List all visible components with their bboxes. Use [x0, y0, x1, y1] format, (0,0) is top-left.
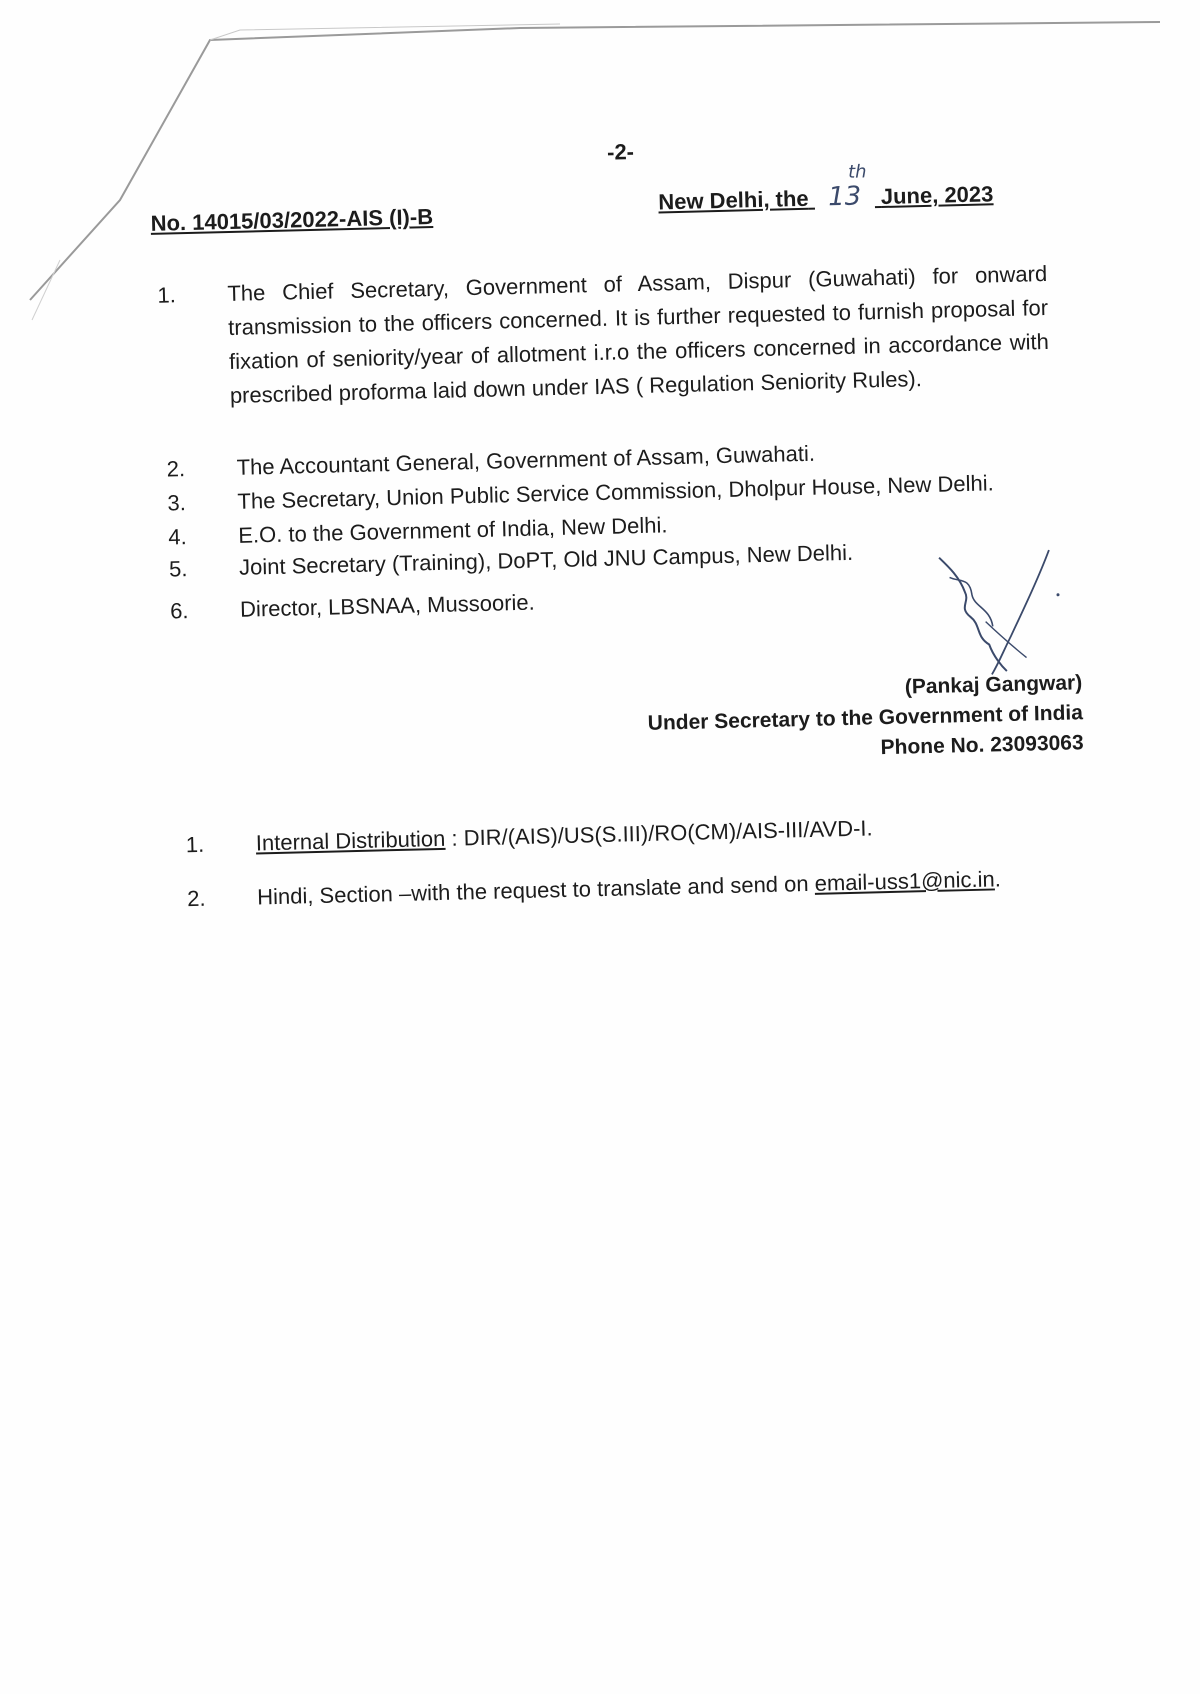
list-item-number: 6.: [169, 598, 189, 624]
signatory-phone: Phone No. 23093063: [880, 731, 1084, 760]
hindi-section-suffix: .: [994, 866, 1002, 892]
signatory-designation: Under Secretary to the Government of India: [647, 701, 1084, 735]
separator: :: [445, 825, 464, 851]
list-item-text: Joint Secretary (Training), DoPT, Old JNU Campus, New Delhi.: [238, 539, 854, 580]
internal-distribution-text: DIR/(AIS)/US(S.III)/RO(CM)/AIS-III/AVD-I.: [463, 815, 873, 851]
list-item-number: 2.: [186, 885, 206, 912]
list-item: [157, 257, 1050, 408]
list-item-number: 1.: [157, 282, 177, 308]
date-line: [657, 161, 994, 216]
hindi-section-text: Hindi, Section –with the request to translate and send on: [256, 870, 815, 910]
hindi-section-item: [187, 862, 1001, 916]
date-prefix: New Delhi, the: [657, 185, 809, 215]
list-item-number: 1.: [185, 831, 205, 858]
date-suffix: June, 2023: [880, 181, 994, 210]
list-item: [166, 431, 1046, 482]
handwritten-day-suffix: th: [847, 161, 867, 183]
list-item-text: E.O. to the Government of India, New Delhi.: [238, 512, 668, 548]
signatory-block: [647, 668, 1084, 769]
handwritten-signature: [929, 545, 1072, 678]
signatory-name: (Pankaj Gangwar): [904, 671, 1083, 699]
list-item-text: The Secretary, Union Public Service Commission, Dholpur House, New Delhi.: [237, 470, 995, 514]
list-item-text: The Chief Secretary, Government of Assam, Dispur (Guwahati) for onward transmission to the officers concerned. It is further requested to furnish proposal for fixation of seniority/year of allotment i.r.o the officers concerned in accordance with prescribed proforma laid down under IAS ( Regulation Seniority Rules).: [227, 260, 1050, 408]
reference-number: No. 14015/03/2022-AIS (I)-B: [150, 203, 434, 236]
handwritten-day: 13 th: [827, 161, 867, 213]
list-item-number: 2.: [166, 456, 186, 482]
list-item-number: 4.: [168, 524, 187, 550]
internal-distribution-label: Internal Distribution: [255, 825, 446, 856]
list-item-text: Director, LBSNAA, Mussoorie.: [239, 589, 536, 622]
email-link[interactable]: email-uss1@nic.in: [814, 866, 995, 896]
page-number: -2-: [606, 139, 635, 165]
internal-distribution-item: [185, 811, 873, 862]
list-item-text: The Accountant General, Government of Assam, Guwahati.: [236, 440, 816, 480]
list-item-number: 5.: [168, 556, 188, 582]
list-item-number: 3.: [167, 490, 187, 516]
